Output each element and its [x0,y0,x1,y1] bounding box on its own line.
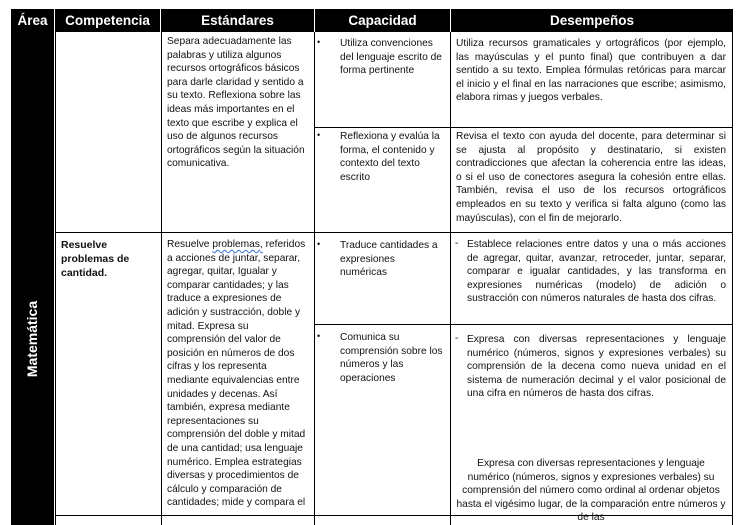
grid-line [55,232,733,233]
desempeno-text-5: Expresa con diversas representaciones y lenguaje numérico (números, signos y expresiones verbales) su comprensión del número como ordinal al ordenar objetos hasta el vigésimo lugar, de la comparación entre números y de las [456,458,726,524]
capacidad-text-1: Utiliza convenciones del lenguaje escrito de forma pertinente [340,38,442,77]
grid-line [732,32,733,525]
grid-line [55,515,733,516]
grid-line [55,32,56,525]
grid-line [314,127,733,128]
bullet-icon: • [317,239,321,249]
bullet-icon: • [317,331,321,341]
header-capacidad: Capacidad [315,9,450,32]
estandar-text-2: Resuelve problemas, referidos a acciones de juntar, separar, agregar, quitar, Igualar y comparar cantidades; y las traduce a expresiones de adición y sustracción, doble y mitad. Expresa su comprensión del valor de posición en números de dos cifras y los representa mediante equivalencias entre unidades y decenas. Así también, expresa mediante representaciones su comprensión del doble y mitad de una cantidad; usa lenguaje numérico. Emplea estrategias diversas y procedimientos de cálculo y comparación de cantidades; mide y compara el [167,239,306,509]
capacidad-text-2: Reflexiona y evalúa la forma, el contenido y contexto del texto escrito [340,131,440,183]
bullet-icon: • [317,130,321,140]
dash-icon: - [455,333,459,344]
grid-line [161,32,162,525]
dash-icon: - [455,238,459,249]
desempeno-text-4: Expresa con diversas representaciones y lenguaje numérico (números, signos y expresiones verbales) su comprensión de la decena como nueva unidad en el sistema de numeración decimal y el valor posicional de una cifra en números de hasta dos cifras. [467,334,726,400]
header-competencia: Competencia [55,9,160,32]
spellcheck-mark: problemas [212,239,260,250]
desempeno-text-1: Utiliza recursos gramaticales y ortográficos (por ejemplo, las mayúsculas y el punto final) que contribuyen a dar sentido a su texto. Emplea fórmulas retóricas para marcar el inicio y el final en las narraciones que escribe; asimismo, elabora rimas y juegos verbales. [456,38,726,104]
grid-line [314,324,733,325]
competencia-text: Resuelve problemas de cantidad. [61,239,130,279]
bullet-icon: • [317,37,321,47]
desempeno-text-2: Revisa el texto con ayuda del docente, para determinar si se ajusta al propósito y destinatario, si existen contradicciones que afectan la coherencia entre las ideas, o si el uso de conectores asegura la cohesión entre ellas. También, revisa el uso de los recursos ortográficos empleados en su texto y verifica si falta alguno (como las mayúsculas), con el fin de mejorarlo. [456,131,726,224]
header-area: Área [11,9,54,32]
estandar-text-1: Separa adecuadamente las palabras y utiliza algunos recursos ortográficos básicos para darle claridad y sentido a su texto. Reflexiona sobre las ideas más importantes en el texto que escribe y explica el uso de algunos recursos ortográficos según la situación comunicativa. [167,36,305,170]
header-estandares: Estándares [161,9,314,32]
capacidad-text-3: Traduce cantidades a expresiones numéricas [340,240,438,279]
grid-line [314,32,315,525]
grid-line [450,32,451,525]
desempeno-text-3: Establece relaciones entre datos y una o más acciones de agregar, quitar, avanzar, retroceder, juntar, separar, comparar e igualar cantidades, y las transforma en expresiones numéricas (modelo) de adición o sustracción con números naturales de hasta dos cifras. [467,239,726,305]
capacidad-text-4: Comunica su comprensión sobre los números y las operaciones [340,332,443,384]
area-label: Matemática [24,300,41,377]
header-desempenos: Desempeños [451,9,733,32]
